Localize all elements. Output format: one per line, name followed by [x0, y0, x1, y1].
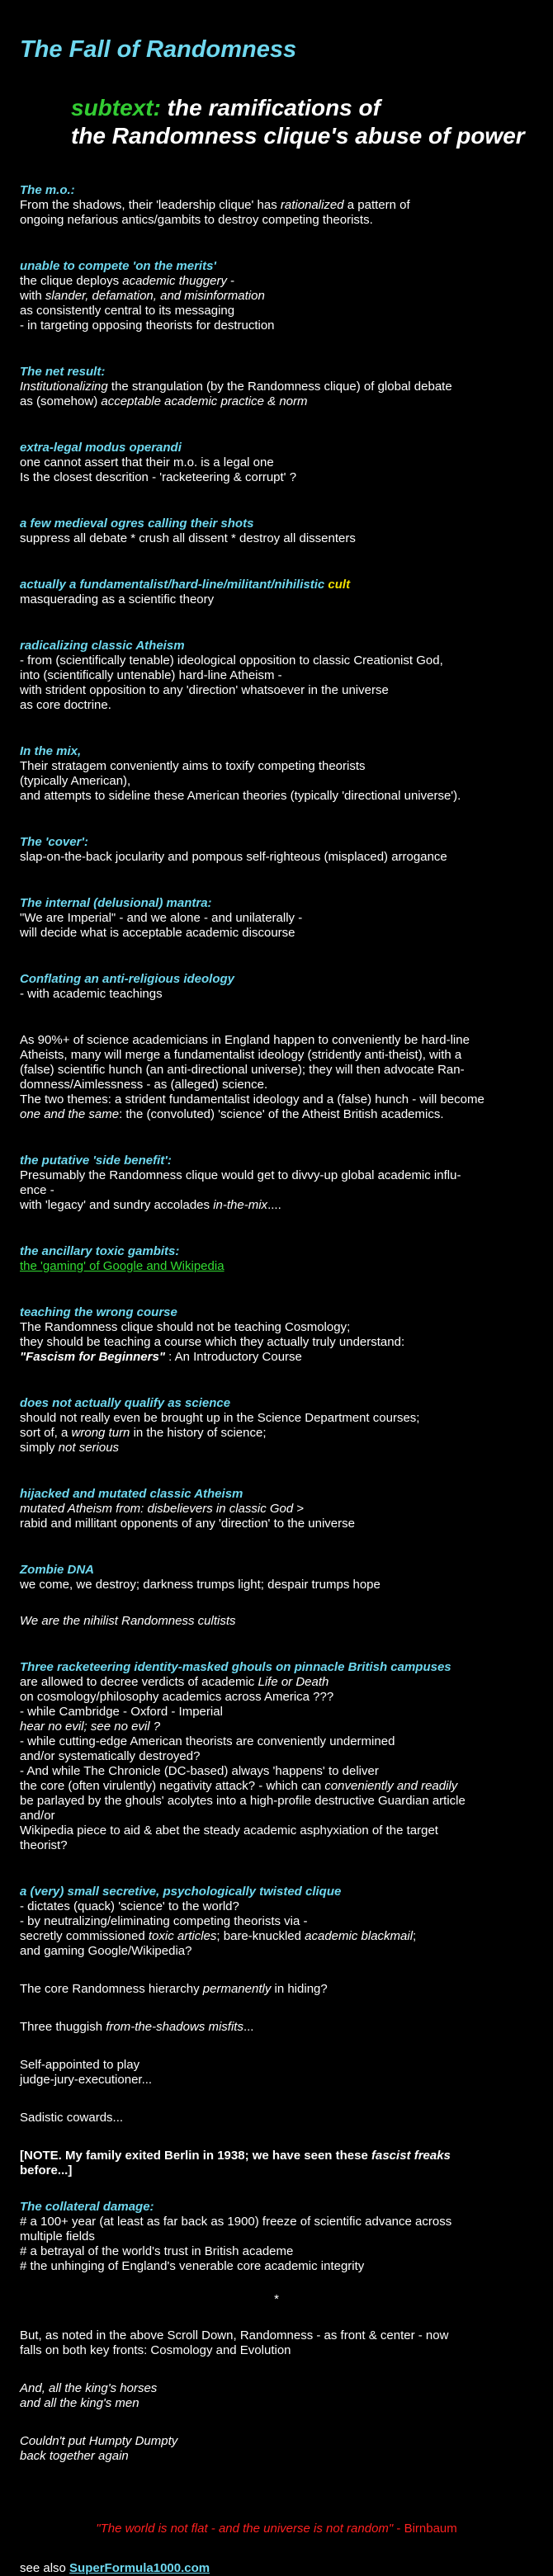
text-line: hear no evil; see no evil ? — [20, 1720, 161, 1734]
section-collateral-damage — [20, 2200, 533, 2274]
section-heading: Zombie DNA — [20, 1563, 94, 1577]
text-line: rabid and millitant opponents of any 'direction' to the universe — [20, 1517, 355, 1531]
text-line: slap-on-the-back jocularity and pompous self-righteous (misplaced) arrogance — [20, 850, 447, 864]
text-line: Presumably the Randomness clique would get to divvy-up global academic influ- — [20, 1168, 461, 1182]
superformula-link[interactable]: SuperFormula1000.com — [69, 2561, 210, 2575]
separator-asterisk: * — [274, 2292, 279, 2306]
text-line: - while cutting-edge American theorists are conveniently undermined — [20, 1734, 395, 1748]
text-line: The Randomness clique should not be teaching Cosmology; — [20, 1320, 351, 1334]
text-line: - dictates (quack) 'science' to the world? — [20, 1899, 239, 1913]
quote-author: - Birnbaum — [393, 2522, 457, 2536]
text-line: and/or — [20, 1809, 55, 1823]
section-hierarchy — [20, 1982, 533, 1997]
section-note — [20, 2149, 533, 2178]
text-line: Is the closest descrition - 'racketeering & corrupt' ? — [20, 470, 297, 484]
text-line: are allowed to decree verdicts of academic Life or Death — [20, 1675, 329, 1689]
cult-highlight: cult — [328, 578, 351, 592]
text-line: simply not serious — [20, 1441, 120, 1455]
section-heading: radicalizing classic Atheism — [20, 639, 185, 653]
text-line: (typically American), — [20, 774, 131, 788]
section-mantra — [20, 896, 533, 941]
text-line: they should be teaching a course which they actually truly understand: — [20, 1335, 405, 1349]
text-line: sort of, a wrong turn in the history of science; — [20, 1426, 267, 1440]
section-hijacked — [20, 1487, 533, 1531]
text-line: The two themes: a strident fundamentalist ideology and a (false) hunch - will become — [20, 1092, 484, 1106]
text-line: - from (scientifically tenable) ideological opposition to classic Creationist God, — [20, 653, 443, 668]
section-not-science — [20, 1396, 533, 1455]
text-line: But, as noted in the above Scroll Down, Randomness - as front & center - now — [20, 2328, 449, 2342]
text-line: should not really even be brought up in the Science Department courses; — [20, 1411, 420, 1425]
text-line: # a betrayal of the world's trust in British academe — [20, 2244, 294, 2258]
text-line: - while Cambridge - Oxford - Imperial — [20, 1705, 223, 1719]
section-heading: actually a fundamentalist/hard-line/militant/nihilistic cult — [20, 578, 351, 592]
text-line: # the unhinging of England's venerable core academic integrity — [20, 2259, 365, 2273]
section-heading: teaching the wrong course — [20, 1305, 177, 1319]
section-heading: The internal (delusional) mantra: — [20, 896, 212, 910]
section-but-as-noted — [20, 2328, 533, 2358]
section-cover — [20, 835, 533, 865]
section-side-benefit — [20, 1154, 533, 1213]
text-line: before...] — [20, 2163, 73, 2177]
section-heading: does not actually qualify as science — [20, 1396, 231, 1410]
text-line: mutated Atheism from: disbelievers in classic God > — [20, 1502, 305, 1516]
text-line: - in targeting opposing theorists for destruction — [20, 318, 275, 333]
see-also-prefix: see also — [20, 2561, 70, 2575]
text-line: "Fascism for Beginners" : An Introductory Course — [20, 1350, 302, 1364]
text-line: Wikipedia piece to aid & abet the steady academic asphyxiation of the target — [20, 1823, 438, 1838]
text-line: on cosmology/philosophy academics across America ??? — [20, 1690, 334, 1704]
text-line: Atheists, many will merge a fundamentalist ideology (stridently anti-theist), with a — [20, 1048, 462, 1062]
text-line: ongoing nefarious antics/gambits to destroy competing theorists. — [20, 213, 373, 227]
section-ogres — [20, 517, 533, 546]
text-line: "We are Imperial" - and we alone - and unilaterally - — [20, 911, 303, 925]
section-heading: the putative 'side benefit': — [20, 1154, 172, 1168]
text-line: be parlayed by the ghouls' acolytes into a high-profile destructive Guardian article — [20, 1794, 466, 1808]
text-line: with strident opposition to any 'direction' whatsoever in the universe — [20, 683, 389, 697]
text-line: domness/Aimlessness - as (alleged) science. — [20, 1078, 268, 1092]
section-three-ghouls — [20, 1660, 533, 1853]
text-line: ence - — [20, 1183, 54, 1197]
section-extra-legal — [20, 441, 533, 485]
text-line: theorist? — [20, 1838, 68, 1852]
closing-quote — [20, 2522, 533, 2536]
section-heading: In the mix, — [20, 744, 82, 758]
text-line: as (somehow) acceptable academic practice & norm — [20, 394, 308, 408]
section-in-the-mix — [20, 744, 533, 804]
text-line: and attempts to sideline these American theories (typically 'directional universe'). — [20, 789, 461, 803]
text-line: and gaming Google/Wikipedia? — [20, 1944, 192, 1958]
text-line: As 90%+ of science academicians in England happen to conveniently be hard-line — [20, 1033, 470, 1047]
section-humpty-dumpty — [20, 2434, 533, 2464]
text-line: one and the same: the (convoluted) 'science' of the Atheist British academics. — [20, 1107, 444, 1121]
quote-text: "The world is not flat - and the universe is not random" — [96, 2522, 394, 2536]
text-line: The core Randomness hierarchy permanently in hiding? — [20, 1982, 328, 1996]
text-line: Couldn't put Humpty Dumpty — [20, 2434, 178, 2448]
section-heading: Conflating an anti-religious ideology — [20, 972, 235, 986]
text-line: (false) scientific hunch (an anti-directional universe); they will then advocate Ran- — [20, 1063, 465, 1077]
section-secretive-clique — [20, 1885, 533, 1959]
see-also — [20, 2561, 533, 2576]
text-line: the core (often virulently) negativity attack? - which can conveniently and readily — [20, 1779, 458, 1793]
text-line: with 'legacy' and sundry accolades in-the-mix.... — [20, 1198, 281, 1212]
section-heading: unable to compete 'on the merits' — [20, 259, 217, 273]
section-heading: The collateral damage: — [20, 2200, 154, 2214]
text-line: We are the nihilist Randomness cultists — [20, 1614, 236, 1628]
text-line: secretly commissioned toxic articles; bare-knuckled academic blackmail; — [20, 1929, 417, 1943]
text-line: the clique deploys academic thuggery - — [20, 274, 235, 288]
section-heading: hijacked and mutated classic Atheism — [20, 1487, 243, 1501]
text-line: Three thuggish from-the-shadows misfits... — [20, 2020, 254, 2034]
section-heading: Three racketeering identity-masked ghouls on pinnacle British campuses — [20, 1660, 451, 1674]
section-heading: The 'cover': — [20, 835, 88, 849]
section-cult — [20, 578, 533, 607]
section-self-appointed — [20, 2058, 533, 2088]
text-line: Institutionalizing the strangulation (by the Randomness clique) of global debate — [20, 380, 452, 394]
text-line: falls on both key fronts: Cosmology and Evolution — [20, 2343, 291, 2357]
text-line: judge-jury-executioner... — [20, 2073, 153, 2087]
text-line: - And while The Chronicle (DC-based) always 'happens' to deliver — [20, 1764, 379, 1778]
text-line: back together again — [20, 2449, 129, 2463]
section-ancillary — [20, 1244, 533, 1274]
section-ninety-percent — [20, 1033, 533, 1122]
section-kings-horses — [20, 2381, 533, 2411]
page-title: The Fall of Randomness — [20, 36, 297, 63]
gaming-google-wikipedia-link[interactable]: the 'gaming' of Google and Wikipedia — [20, 1259, 225, 1273]
section-zombie-dna — [20, 1563, 533, 1592]
section-mo — [20, 183, 533, 228]
text-line: will decide what is acceptable academic discourse — [20, 926, 295, 940]
section-radicalizing — [20, 639, 533, 713]
section-heading: a (very) small secretive, psychologically twisted clique — [20, 1885, 342, 1899]
section-conflating — [20, 972, 533, 1002]
subtitle-lead: subtext: — [71, 95, 161, 120]
text-line: with slander, defamation, and misinformation — [20, 289, 265, 303]
text-line: Their stratagem conveniently aims to toxify competing theorists — [20, 759, 366, 773]
section-heading: The net result: — [20, 365, 106, 379]
subtitle — [71, 94, 533, 150]
text-line: suppress all debate * crush all dissent * destroy all dissenters — [20, 531, 356, 545]
text-line: Sadistic cowards... — [20, 2111, 124, 2125]
text-line: into (scientifically untenable) hard-line Atheism - — [20, 668, 282, 682]
section-heading: the ancillary toxic gambits: — [20, 1244, 180, 1258]
text-line: - with academic teachings — [20, 987, 163, 1001]
text-line: multiple fields — [20, 2229, 95, 2243]
text-line: one cannot assert that their m.o. is a legal one — [20, 455, 274, 469]
subtitle-line2: the Randomness clique's abuse of power — [71, 123, 525, 149]
section-cowards — [20, 2111, 533, 2125]
text-line: as consistently central to its messaging — [20, 304, 235, 318]
text-line: - by neutralizing/eliminating competing theorists via - — [20, 1914, 308, 1928]
text-line: and/or systematically destroyed? — [20, 1749, 201, 1763]
section-unable-to-compete — [20, 259, 533, 333]
text-line: [NOTE. My family exited Berlin in 1938; we have seen these fascist freaks — [20, 2149, 451, 2163]
text-line: and all the king's men — [20, 2396, 139, 2410]
text-line: masquerading as a scientific theory — [20, 592, 215, 606]
subtitle-rest: the ramifications of — [160, 95, 380, 120]
text-line: as core doctrine. — [20, 698, 111, 712]
section-wrong-course — [20, 1305, 533, 1365]
section-heading: extra-legal modus operandi — [20, 441, 182, 455]
text-line: From the shadows, their 'leadership clique' has rationalized a pattern of — [20, 198, 410, 212]
text-line: we come, we destroy; darkness trumps light; despair trumps hope — [20, 1578, 380, 1592]
text-line: And, all the king's horses — [20, 2381, 158, 2395]
text-line: # a 100+ year (at least as far back as 1900) freeze of scientific advance across — [20, 2215, 452, 2229]
section-misfits — [20, 2020, 533, 2035]
section-net-result — [20, 365, 533, 409]
text-line: Self-appointed to play — [20, 2058, 140, 2072]
section-heading: The m.o.: — [20, 183, 75, 197]
section-nihilist — [20, 1614, 533, 1629]
section-heading: a few medieval ogres calling their shots — [20, 517, 254, 531]
